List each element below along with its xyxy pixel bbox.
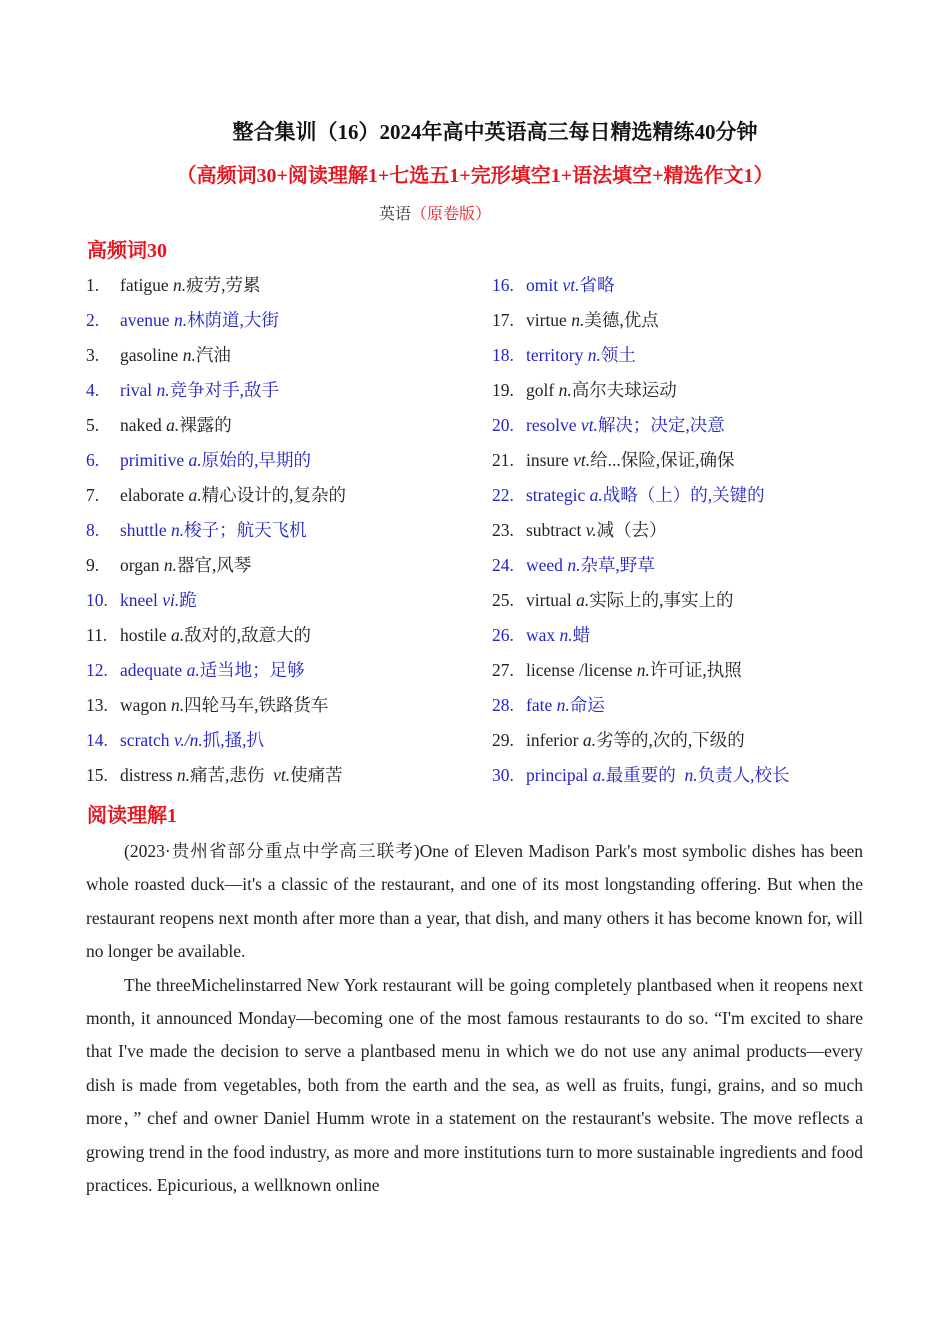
vocab-word: weed: [526, 555, 563, 575]
vocab-meaning: 汽油: [195, 345, 231, 365]
passage-paragraph: The threeMichelinstarred New York restaurant will be going completely plantbased when it reopens next month, it announced Monday—becoming one of the most famous restaurants to do so. “I'm excited to share that I've made the decision to serve a plantbased menu in which we do not use any animal products—every dish is made from vegetables, both from the earth and the sea, as well as fruits, fungi, grains, and so much more，” chef and owner Daniel Humm wrote in a statement on the restaurant's website. The move reflects a growing trend in the food industry, as more and more institutions turn to more sustainable ingredients and food practices. Epicurious, a wellknown online: [86, 974, 863, 1196]
reading-passage: [86, 835, 863, 1202]
vocab-meaning: 梭子；航天飞机: [184, 520, 307, 540]
vocab-number: 27.: [492, 660, 514, 680]
vocab-item: [86, 338, 231, 373]
vocab-word: naked: [120, 415, 162, 435]
vocab-item: [492, 513, 667, 548]
vocab-number: 28.: [492, 695, 514, 715]
vocab-item: [492, 268, 614, 303]
vocab-number: 13.: [86, 695, 108, 715]
vocab-pos: a.: [166, 415, 180, 435]
vocab-number: 19.: [492, 380, 514, 400]
vocab-item: [492, 548, 655, 583]
vocab-meaning: 实际上的,事实上的: [589, 590, 734, 610]
vocab-word: hostile: [120, 625, 167, 645]
vocab-number: 3.: [86, 345, 100, 365]
vocab-word: avenue: [120, 310, 170, 330]
vocab-word: resolve: [526, 415, 577, 435]
vocab-number: 14.: [86, 730, 108, 750]
vocab-pos: n.: [172, 275, 187, 295]
vocab-number: 23.: [492, 520, 514, 540]
vocab-meaning-2: 负责人,校长: [697, 765, 790, 785]
vocab-word: rival: [120, 380, 153, 400]
vocab-number: 5.: [86, 415, 100, 435]
vocab-item: [86, 688, 329, 723]
vocab-meaning: 命运: [569, 695, 605, 715]
vocab-item: [86, 618, 311, 653]
vocab-word: elaborate: [120, 485, 185, 505]
vocab-number: 7.: [86, 485, 100, 505]
vocab-pos: n.: [558, 380, 572, 400]
vocab-number: 29.: [492, 730, 514, 750]
vocab-item: [492, 583, 734, 618]
vocab-meaning: 省略: [579, 275, 615, 295]
vocab-pos: vt.: [562, 275, 580, 295]
vocab-number: 9.: [86, 555, 100, 575]
vocab-item: [492, 373, 677, 408]
vocab-pos: vt.: [580, 415, 598, 435]
edition-prefix: 英语: [378, 206, 411, 223]
vocab-number: 22.: [492, 485, 514, 505]
vocab-word: golf: [526, 380, 555, 400]
vocab-meaning: 器官,风琴: [177, 555, 252, 575]
vocab-word: virtual: [526, 590, 572, 610]
vocab-word: license /license: [526, 660, 633, 680]
vocab-meaning: 杂草,野草: [580, 555, 655, 575]
vocab-item: [492, 303, 659, 338]
vocab-meaning: 劣等的,次的,下级的: [595, 730, 745, 750]
vocab-item: [86, 548, 251, 583]
vocab-number: 4.: [86, 380, 100, 400]
vocab-number: 8.: [86, 520, 100, 540]
vocab-meaning: 减（去）: [596, 520, 667, 540]
vocab-pos: n.: [182, 345, 196, 365]
vocab-pos: vi.: [162, 590, 180, 610]
vocab-item: [86, 268, 260, 303]
vocab-word: strategic: [526, 485, 586, 505]
vocab-word: subtract: [526, 520, 582, 540]
vocab-meaning: 解决；决定,决意: [597, 415, 725, 435]
vocab-number: 17.: [492, 310, 514, 330]
vocab-item: [86, 758, 343, 793]
vocab-meaning: 许可证,执照: [649, 660, 742, 680]
vocab-meaning: 原始的,早期的: [201, 450, 312, 470]
vocab-item: [492, 338, 636, 373]
vocab-item: [492, 723, 745, 758]
vocab-word: gasoline: [120, 345, 179, 365]
vocab-meaning: 抓,搔,扒: [202, 730, 265, 750]
vocab-meaning: 适当地；足够: [199, 660, 305, 680]
vocab-pos: n.: [556, 695, 570, 715]
edition-label: （原卷版）: [411, 206, 492, 223]
vocab-word: adequate: [120, 660, 183, 680]
vocab-meaning: 痛苦,悲伤: [190, 765, 265, 785]
vocab-item: [492, 653, 742, 688]
vocab-meaning: 裸露的: [179, 415, 232, 435]
vocab-word: wagon: [120, 695, 167, 715]
vocab-meaning: 跪: [179, 590, 197, 610]
vocab-word: scratch: [120, 730, 170, 750]
vocab-word: organ: [120, 555, 160, 575]
vocab-meaning: 美德,优点: [584, 310, 659, 330]
vocab-meaning: 敌对的,敌意大的: [184, 625, 312, 645]
vocab-pos: n.: [171, 695, 185, 715]
vocab-number: 11.: [86, 625, 108, 645]
vocab-number: 21.: [492, 450, 514, 470]
vocab-pos: a.: [592, 765, 606, 785]
vocab-word: inferior: [526, 730, 579, 750]
document-title: 整合集训（16）2024年高中英语高三每日精选精练40分钟: [232, 120, 758, 144]
vocab-meaning: 最重要的: [605, 765, 676, 785]
vocab-number: 10.: [86, 590, 108, 610]
vocab-item: [492, 408, 725, 443]
vocab-pos: n.: [587, 345, 601, 365]
vocab-word: distress: [120, 765, 173, 785]
vocab-number: 26.: [492, 625, 514, 645]
vocab-word: wax: [526, 625, 556, 645]
vocab-pos: a.: [576, 590, 590, 610]
reading-heading: 阅读理解1: [87, 805, 177, 827]
vocab-meaning: 精心设计的,复杂的: [201, 485, 346, 505]
vocab-number: 20.: [492, 415, 514, 435]
vocab-item: [86, 478, 346, 513]
vocab-meaning: 竞争对手,敌手: [169, 380, 279, 400]
vocab-pos: a.: [188, 485, 202, 505]
vocab-number: 6.: [86, 450, 100, 470]
vocab-word: fate: [526, 695, 553, 715]
vocab-pos: a.: [186, 660, 200, 680]
vocab-word: territory: [526, 345, 584, 365]
vocab-word: fatigue: [120, 275, 169, 295]
vocab-pos-2: n.: [684, 765, 698, 785]
vocab-number: 1.: [86, 275, 100, 295]
vocab-pos: n.: [163, 555, 178, 575]
vocab-heading: 高频词30: [87, 240, 167, 262]
vocab-item: [492, 688, 605, 723]
vocab-pos: n.: [567, 555, 581, 575]
vocab-meaning: 领土: [600, 345, 636, 365]
vocab-number: 18.: [492, 345, 514, 365]
vocab-meaning: 高尔夫球运动: [571, 380, 677, 400]
vocab-number: 15.: [86, 765, 108, 785]
vocab-number: 24.: [492, 555, 514, 575]
vocab-pos-2: vt.: [273, 765, 291, 785]
passage-paragraph: (2023·贵州省部分重点中学高三联考)One of Eleven Madison Park's most symbolic dishes has been whole roasted duck—it's a classic of the restaurant, and one of its most longstanding offering. But when the restaurant reopens next month after more than a year, that dish, and many others it has become known for, will no longer be available.: [86, 841, 863, 962]
vocab-item: [492, 758, 789, 793]
vocab-number: 16.: [492, 275, 514, 295]
vocab-item: [492, 478, 765, 513]
vocab-pos: a.: [171, 625, 185, 645]
vocab-meaning-2: 使痛苦: [290, 765, 343, 785]
vocab-meaning: 给...保险,保证,确保: [590, 450, 735, 470]
vocab-item: [492, 618, 590, 653]
vocab-item: [86, 443, 311, 478]
vocab-meaning: 四轮马车,铁路货车: [184, 695, 329, 715]
vocab-pos: n.: [559, 625, 573, 645]
vocab-word: insure: [526, 450, 569, 470]
vocab-number: 2.: [86, 310, 100, 330]
vocab-pos: n.: [171, 520, 185, 540]
vocab-item: [86, 373, 279, 408]
vocab-item: [86, 408, 232, 443]
vocab-item: [86, 303, 279, 338]
vocab-meaning: 蜡: [572, 625, 591, 645]
vocab-pos: n.: [636, 660, 650, 680]
vocab-pos: vt.: [573, 450, 591, 470]
vocab-word: omit: [526, 275, 559, 295]
vocab-word: principal: [526, 765, 589, 785]
vocab-item: [86, 513, 307, 548]
vocab-pos: n.: [176, 765, 190, 785]
vocab-item: [86, 583, 197, 618]
vocab-word: shuttle: [120, 520, 167, 540]
vocab-word: virtue: [526, 310, 567, 330]
vocab-meaning: 疲劳,劳累: [186, 275, 261, 295]
edition-line: [0, 201, 870, 224]
vocab-pos: n.: [156, 380, 170, 400]
vocab-word: primitive: [120, 450, 185, 470]
vocab-pos: a.: [589, 485, 603, 505]
vocab-number: 25.: [492, 590, 514, 610]
vocab-item: [86, 723, 264, 758]
vocab-number: 12.: [86, 660, 108, 680]
vocab-item: [492, 443, 735, 478]
vocab-pos: a.: [582, 730, 596, 750]
vocab-meaning: 战略（上）的,关键的: [602, 485, 765, 505]
vocab-pos: v./n.: [173, 730, 203, 750]
vocab-pos: a.: [188, 450, 202, 470]
document-subtitle: （高频词30+阅读理解1+七选五1+完形填空1+语法填空+精选作文1）: [176, 165, 774, 187]
vocab-word: kneel: [120, 590, 158, 610]
vocab-item: [86, 653, 305, 688]
vocab-number: 30.: [492, 765, 514, 785]
vocab-pos: v.: [585, 520, 597, 540]
vocab-pos: n.: [571, 310, 585, 330]
vocab-pos: n.: [173, 310, 188, 330]
vocab-meaning: 林荫道,大街: [187, 310, 279, 330]
